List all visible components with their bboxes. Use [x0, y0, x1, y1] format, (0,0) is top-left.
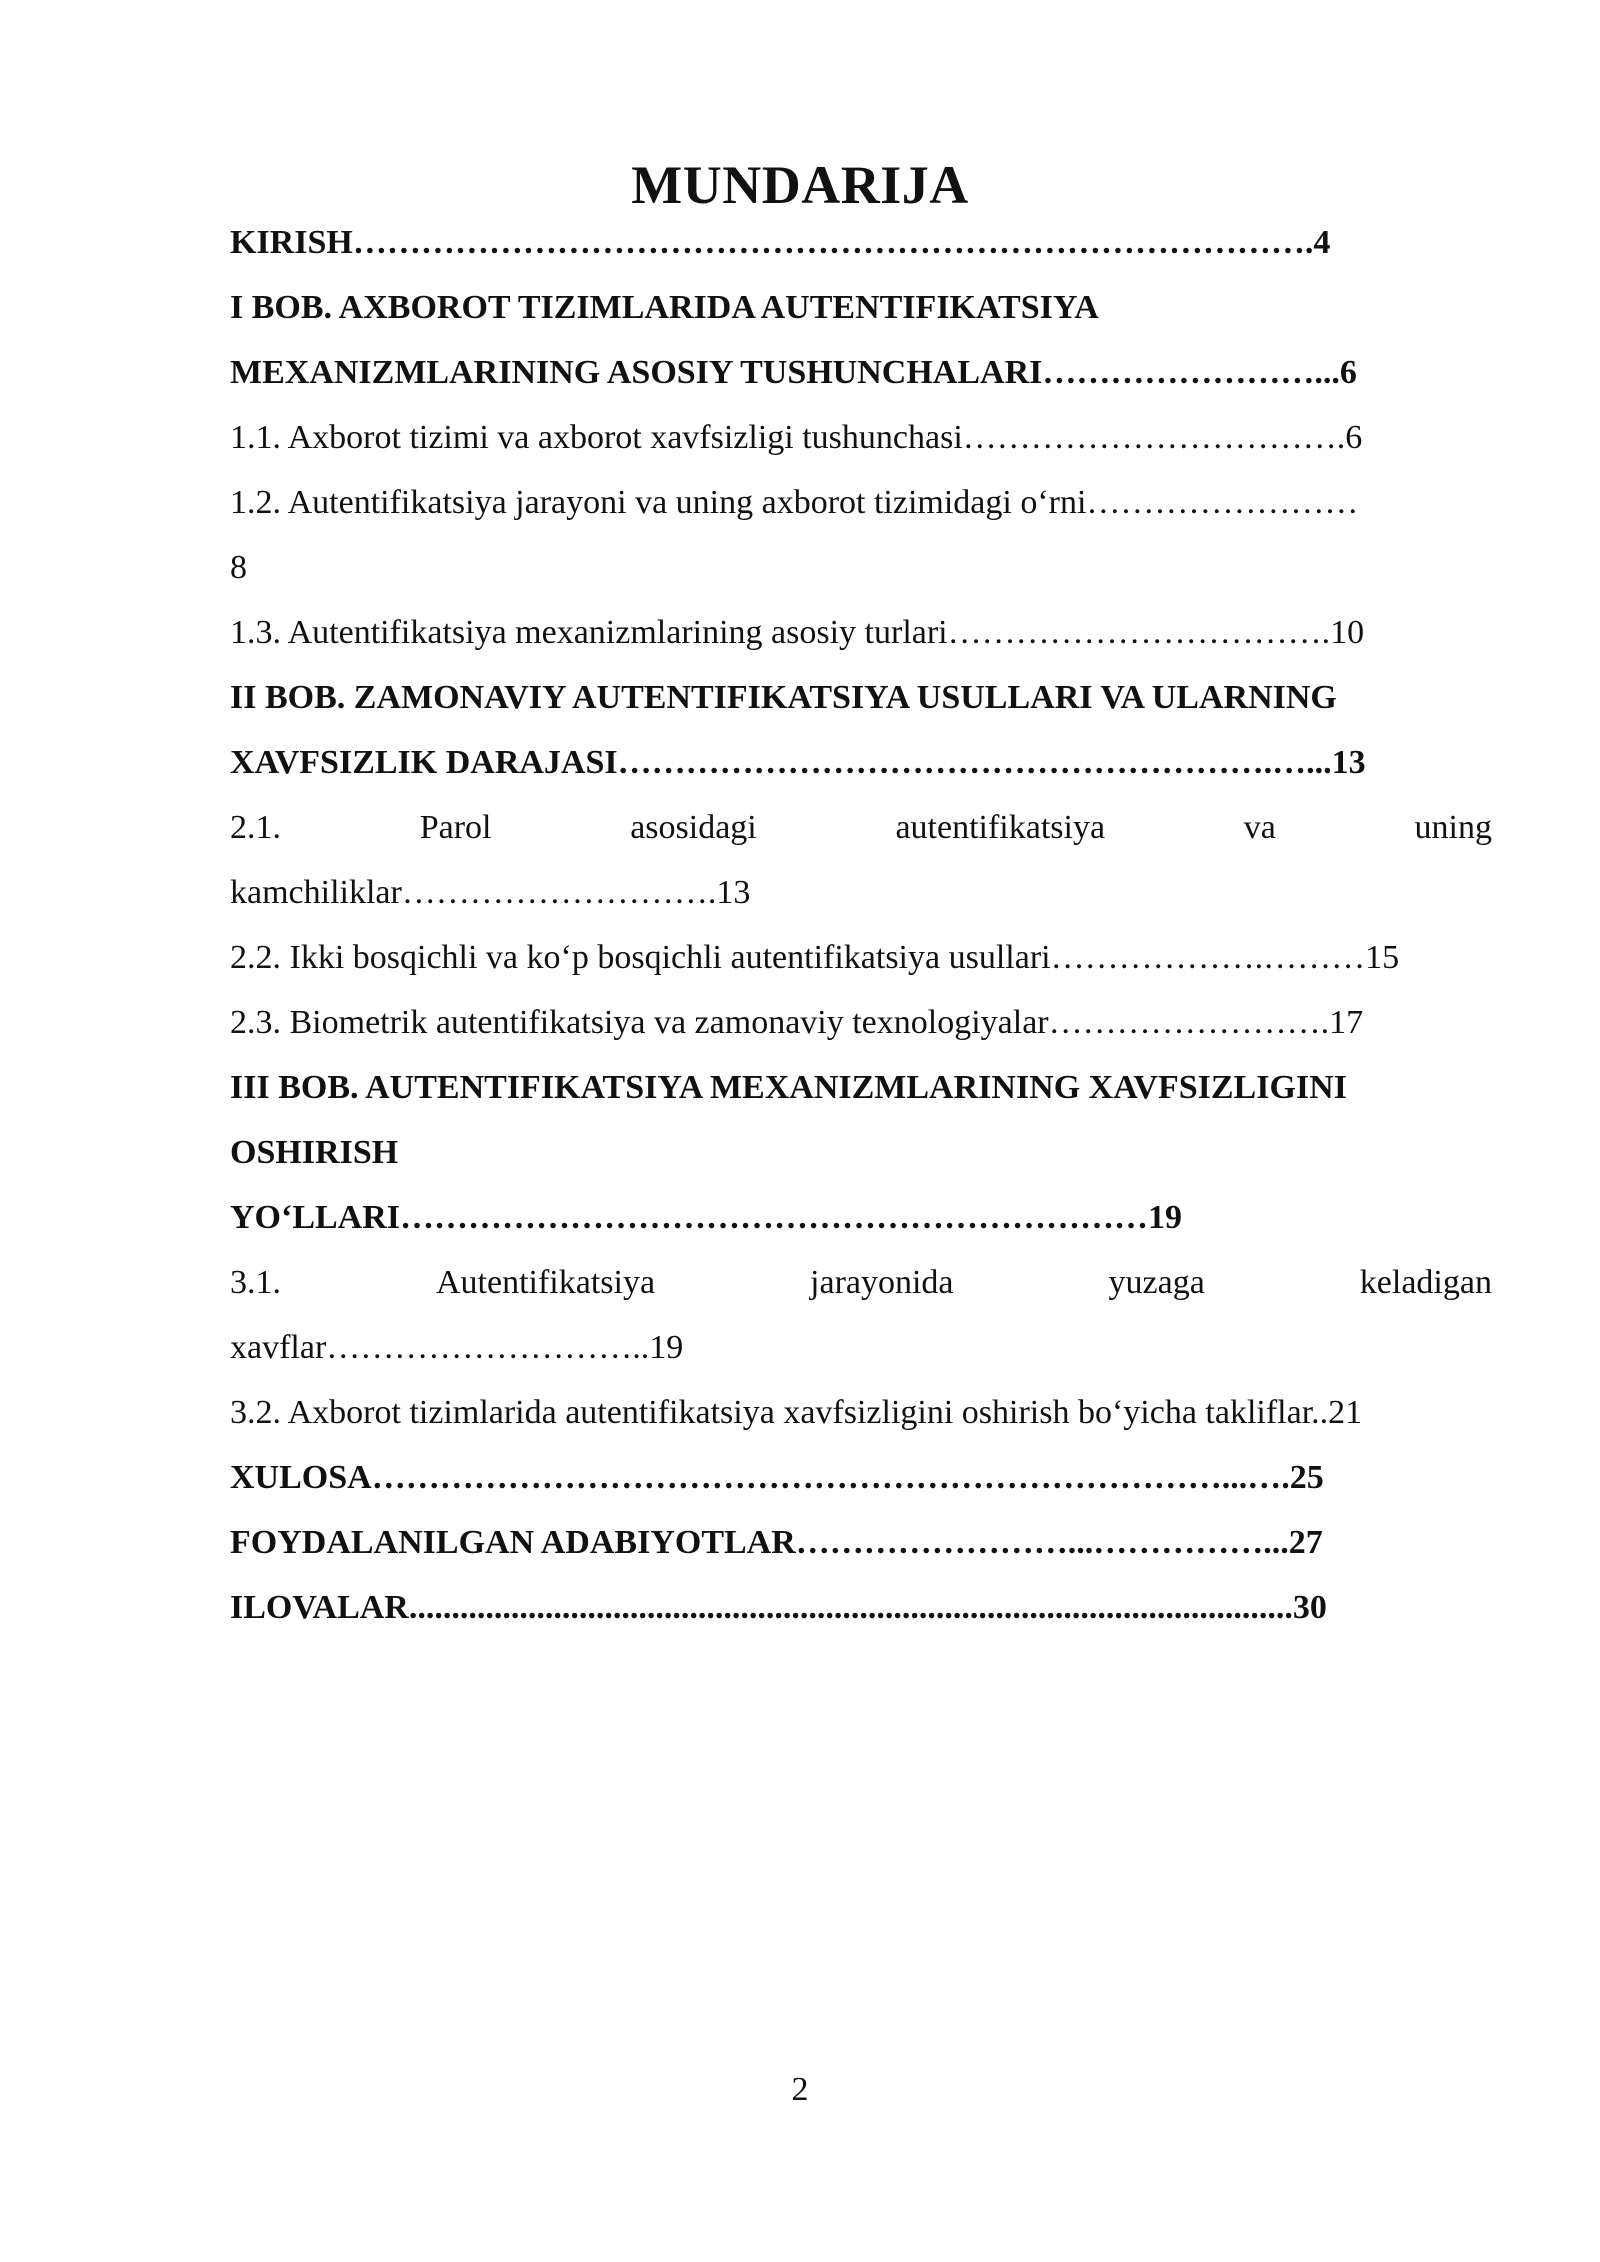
toc-section-2-3: 2.3. Biometrik autentifikatsiya va zamonaviy texnologiyalar…………………….17	[230, 1004, 1364, 1041]
toc-section-2-1-line-1	[230, 795, 1492, 860]
toc-ilovalar: ILOVALAR........................................................................................................30	[230, 1589, 1327, 1626]
toc-chapter-3-title-line-2: OSHIRISH	[230, 1134, 399, 1171]
toc-section-1-2: 1.2. Autentifikatsiya jarayoni va uning axborot tizimidagi o‘rni……………………	[230, 484, 1359, 521]
toc-chapter-2-title-line-2: XAVFSIZLIK DARAJASI………………………………………………….…...13	[230, 744, 1366, 781]
page-title: MUNDARIJA	[631, 155, 969, 215]
toc-section-3-2: 3.2. Axborot tizimlarida autentifikatsiya xavfsizligini oshirish bo‘yicha takliflar..21	[230, 1394, 1363, 1431]
toc-section-1-3: 1.3. Autentifikatsiya mexanizmlarining asosiy turlari…………………………….10	[230, 614, 1365, 651]
toc-section-1-2-page: 8	[230, 549, 247, 586]
toc-section-1-1: 1.1. Axborot tizimi va axborot xavfsizligi tushunchasi…………………………….6	[230, 419, 1363, 456]
justified-word: va	[1243, 809, 1276, 846]
table-of-contents	[230, 210, 1492, 1640]
toc-chapter-1-title-line-2: MEXANIZMLARINING ASOSIY TUSHUNCHALARI……………………...6	[230, 354, 1357, 391]
justified-word: asosidagi	[630, 809, 757, 846]
justified-word: Parol	[419, 809, 492, 846]
toc-section-2-2: 2.2. Ikki bosqichli va ko‘p bosqichli autentifikatsiya usullari……………….………15	[230, 939, 1400, 976]
toc-chapter-3-title-line-3: YO‘LLARI…………………………………………………………19	[230, 1199, 1183, 1236]
toc-adabiyotlar: FOYDALANILGAN ADABIYOTLAR……………………...……………...27	[230, 1524, 1323, 1561]
justified-word: jarayonida	[810, 1264, 954, 1301]
toc-kirish: KIRISH………………………………………………………………………….4	[230, 224, 1331, 261]
justified-word: yuzaga	[1108, 1264, 1205, 1301]
page-number: 2	[791, 2071, 809, 2108]
toc-section-3-1-line-1	[230, 1250, 1492, 1315]
justified-word: 2.1.	[230, 809, 281, 846]
toc-chapter-1-title-line-1: I BOB. AXBOROT TIZIMLARIDA AUTENTIFIKATSIYA	[230, 289, 1099, 326]
toc-chapter-2-title-line-1: II BOB. ZAMONAVIY AUTENTIFIKATSIYA USULLARI VA ULARNING	[230, 679, 1337, 716]
justified-word: Autentifikatsiya	[435, 1264, 656, 1301]
justified-word: autentifikatsiya	[895, 809, 1106, 846]
justified-word: keladigan	[1359, 1264, 1492, 1301]
toc-section-2-1-line-2: kamchiliklar……………………….13	[230, 874, 751, 911]
toc-xulosa: XULOSA…………………………………………………………………...….25	[230, 1459, 1324, 1496]
justified-word: uning	[1414, 809, 1492, 846]
justified-word: 3.1.	[230, 1264, 281, 1301]
toc-section-3-1-line-2: xavflar………………………..19	[230, 1329, 684, 1366]
toc-chapter-3-title-line-1: III BOB. AUTENTIFIKATSIYA MEXANIZMLARINING XAVFSIZLIGINI	[230, 1069, 1347, 1106]
